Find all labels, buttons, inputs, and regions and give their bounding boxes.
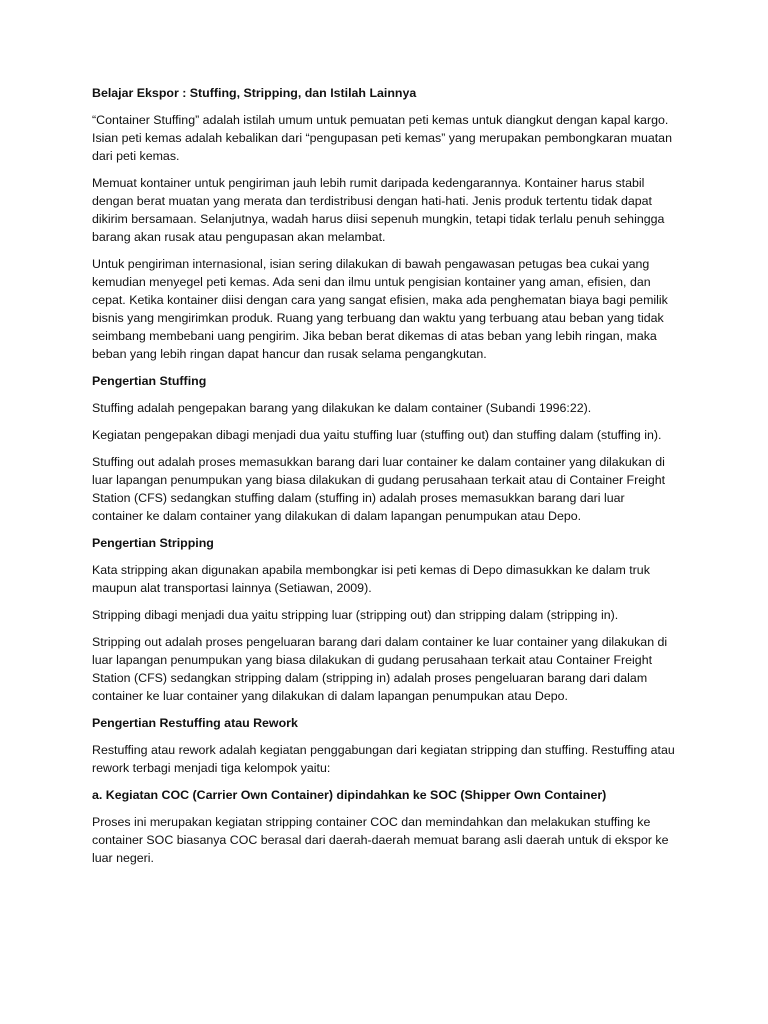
document-page xyxy=(92,84,678,876)
stripping-paragraph-2: Stripping dibagi menjadi dua yaitu stripping luar (stripping out) dan stripping dalam (stripping in). xyxy=(92,608,619,622)
stripping-paragraph-3: Stripping out adalah proses pengeluaran barang dari dalam container ke luar container yang dilakukan di luar lapangan penumpukan yang biasa dilakukan di gudang perusahaan terkait atau Container Freight Station (CFS) sedangkan stripping dalam (stripping in) adalah proses pengeluaran barang dari dalam container ke luar container yang dilakukan di dalam lapangan penumpukan atau Depo. xyxy=(92,635,668,703)
stuffing-paragraph-1: Stuffing adalah pengepakan barang yang dilakukan ke dalam container (Subandi 1996:22). xyxy=(92,401,592,415)
intro-paragraph-1: “Container Stuffing” adalah istilah umum untuk pemuatan peti kemas untuk diangkut dengan kapal kargo. Isian peti kemas adalah kebalikan dari “pengupasan peti kemas” yang merupakan pembongkaran muatan dari peti kemas. xyxy=(92,113,672,163)
intro-paragraph-3: Untuk pengiriman internasional, isian sering dilakukan di bawah pengawasan petugas bea cukai yang kemudian menyegel peti kemas. Ada seni dan ilmu untuk pengisian kontainer yang aman, efisien, dan cepat. Ketika kontainer diisi dengan cara yang sangat efisien, maka ada penghematan biaya bagi pemilik bisnis yang mengirimkan produk. Ruang yang terbuang dan waktu yang terbuang atau beban yang tidak seimbang membebani uang pengirim. Jika beban berat dikemas di atas beban yang lebih ringan, maka beban yang lebih ringan dapat hancur dan rusak selama pengangkutan. xyxy=(92,257,668,361)
stuffing-paragraph-3: Stuffing out adalah proses memasukkan barang dari luar container ke dalam container yang dilakukan di luar lapangan penumpukan yang biasa dilakukan di gudang perusahaan terkait atau di Container Freight Station (CFS) sedangkan stuffing dalam (stuffing in) adalah proses memasukkan barang dari luar container ke dalam container yang dilakukan di dalam lapangan penumpukan atau Depo. xyxy=(92,455,666,523)
stripping-heading: Pengertian Stripping xyxy=(92,536,214,550)
restuffing-paragraph-1: Restuffing atau rework adalah kegiatan penggabungan dari kegiatan stripping dan stuffing. Restuffing atau rework terbagi menjadi tiga kelompok yaitu: xyxy=(92,743,675,775)
stripping-paragraph-1: Kata stripping akan digunakan apabila membongkar isi peti kemas di Depo dimasukkan ke dalam truk maupun alat transportasi lainnya (Setiawan, 2009). xyxy=(92,563,650,595)
stuffing-heading: Pengertian Stuffing xyxy=(92,374,207,388)
coc-to-soc-paragraph: Proses ini merupakan kegiatan stripping container COC dan memindahkan dan melakukan stuffing ke container SOC biasanya COC berasal dari daerah-daerah memuat barang asli daerah untuk di ekspor ke luar negeri. xyxy=(92,815,669,865)
document-title: Belajar Ekspor : Stuffing, Stripping, dan Istilah Lainnya xyxy=(92,86,417,100)
restuffing-heading: Pengertian Restuffing atau Rework xyxy=(92,716,298,730)
coc-to-soc-subheading: a. Kegiatan COC (Carrier Own Container) dipindahkan ke SOC (Shipper Own Container) xyxy=(92,788,607,802)
stuffing-paragraph-2: Kegiatan pengepakan dibagi menjadi dua yaitu stuffing luar (stuffing out) dan stuffing dalam (stuffing in). xyxy=(92,428,662,442)
intro-paragraph-2: Memuat kontainer untuk pengiriman jauh lebih rumit daripada kedengarannya. Kontainer harus stabil dengan berat muatan yang merata dan terdistribusi dengan hati-hati. Jenis produk tertentu tidak dapat dikirim bersamaan. Selanjutnya, wadah harus diisi sepenuh mungkin, tetapi tidak terlalu penuh sehingga barang akan rusak atau pengupasan akan melambat. xyxy=(92,176,665,244)
